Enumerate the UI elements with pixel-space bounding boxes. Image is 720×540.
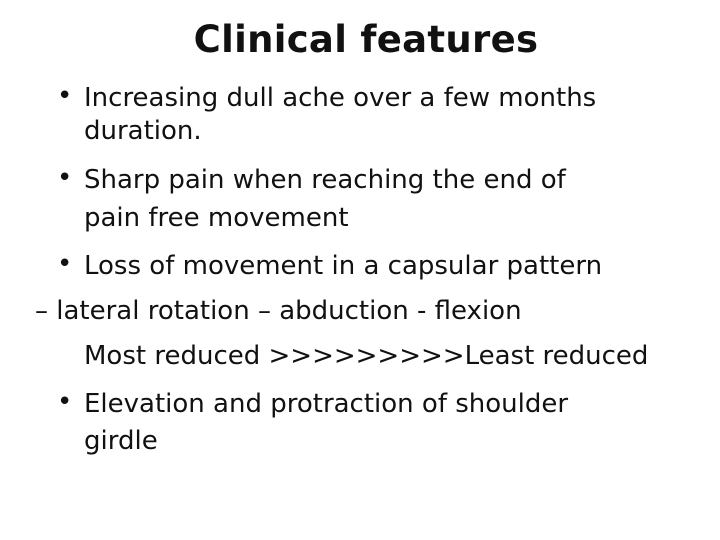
bullet-icon: • [57,249,73,279]
text-line: Elevation and protraction of shoulder [84,389,569,419]
text-line: pain free movement [84,203,349,233]
text-line: Most reduced >>>>>>>>>Least reduced [84,341,649,371]
text-line: Increasing dull ache over a few months [84,83,597,113]
text-line: Sharp pain when reaching the end of [84,165,566,195]
text-line: girdle [84,426,158,456]
text-line: Loss of movement in a capsular pattern [84,251,603,281]
bullet-icon: • [57,81,73,111]
bullet-icon: • [57,387,73,417]
text-line: – lateral rotation – abduction - flexion [35,296,522,326]
bullet-icon: • [57,163,73,193]
text-line: duration. [84,116,202,146]
slide-title: Clinical features [193,18,539,61]
